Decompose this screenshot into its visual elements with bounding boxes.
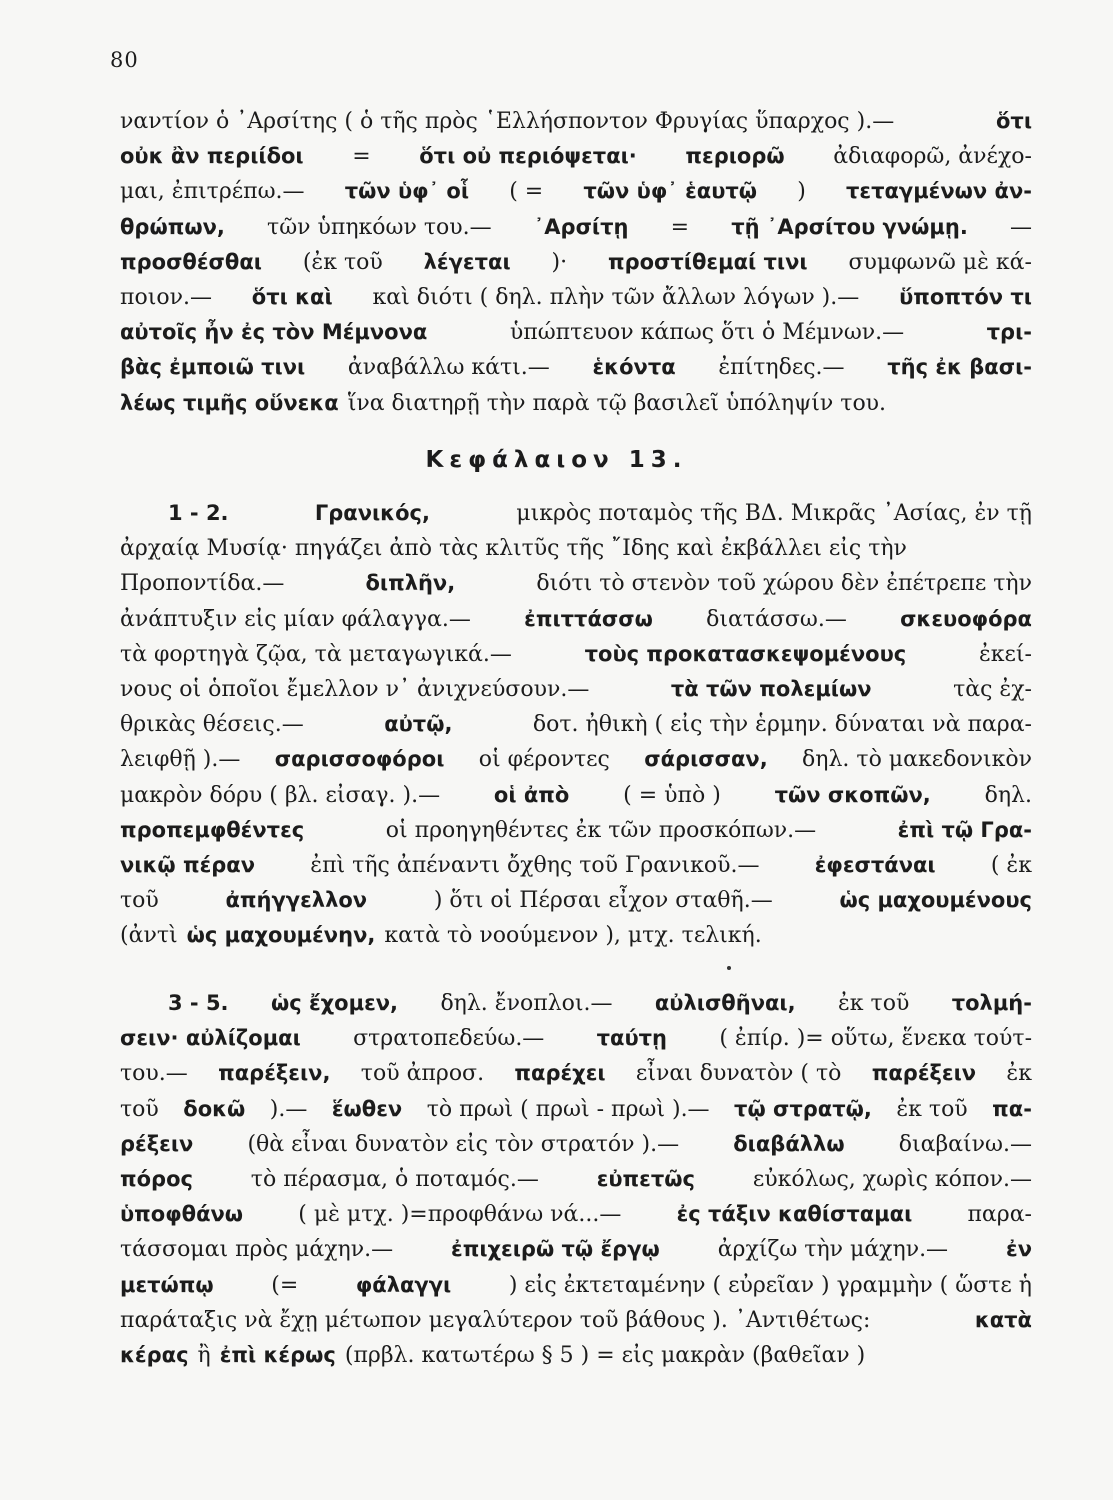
text-run: ἀρχίζω τὴν μάχην.— — [717, 1237, 949, 1263]
text-run: Προποντίδα.— — [120, 571, 285, 597]
bold-term: πα- — [992, 1096, 1032, 1121]
text-run: ἀδιαφορῶ, ἀνέχο- — [833, 144, 1032, 170]
bold-term: ταύτῃ — [596, 1026, 667, 1051]
text-run: τὰς ἐχ- — [953, 676, 1032, 702]
bold-term: ρέξειν — [120, 1131, 194, 1156]
bold-term: διαβάλλω — [733, 1131, 845, 1156]
bold-term: ἑκόντα — [592, 355, 676, 380]
text-run: τὰ φορτηγὰ ζῷα, τὰ μεταγωγικά.— — [120, 641, 512, 667]
bold-term: προπεμφθέντες — [120, 817, 305, 842]
text-run: ἐπὶ τῆς ἀπέναντι ὄχθης τοῦ Γρανικοῦ.— — [310, 852, 760, 878]
bold-term: περιορῶ — [685, 144, 785, 169]
bold-term: αὐλισθῆναι, — [654, 991, 796, 1015]
text-line — [120, 778, 1032, 813]
bold-term: ἐπιττάσσω — [524, 606, 653, 631]
text-run: = — [352, 144, 371, 170]
text-line — [120, 883, 1032, 918]
text-line — [120, 1056, 1032, 1091]
bold-term: Γρανικός, — [314, 501, 430, 525]
text-run: )· — [551, 249, 568, 275]
bold-term: τῶν ὑφ᾿ οἷ — [344, 179, 470, 204]
bold-term: ὡς ἔχομεν, — [270, 991, 399, 1015]
text-line — [120, 210, 1032, 245]
bold-term: ὅτι καὶ — [251, 284, 333, 309]
bold-term: 1 - 2. — [168, 501, 229, 525]
text-line — [120, 1197, 1032, 1232]
text-run: δηλ. — [984, 782, 1032, 808]
bold-term: τολμή- — [951, 991, 1032, 1015]
text-run: παράταξις νὰ ἔχῃ μέτωπον μεγαλύτερον τοῦ βάθους ). ᾿Αντιθέτως: — [120, 1307, 871, 1333]
bold-term: ἕωθεν — [331, 1096, 403, 1121]
paragraph-continuation — [120, 104, 1032, 421]
bold-term: διπλῆν, — [365, 571, 456, 596]
text-run: ἀνάπτυξιν εἰς μίαν φάλαγγα.— — [120, 606, 471, 632]
bold-term: σκευοφόρα — [900, 606, 1032, 631]
text-run: (πρβλ. κατωτέρω § 5 ) = εἰς μακρὰν (βαθεῖαν ) — [344, 1342, 866, 1368]
bold-term: σειν· αὐλίζομαι — [120, 1026, 301, 1051]
text-run: διαβαίνω.— — [898, 1131, 1032, 1157]
text-run: ἐκ τοῦ — [837, 991, 910, 1016]
bold-term: ὕποπτόν τι — [899, 284, 1032, 309]
bold-term: αὐτοῖς ἦν ἐς τὸν Μέμνονα — [120, 320, 428, 345]
bold-term: ἐπὶ τῷ Γρα- — [897, 817, 1032, 842]
text-line — [120, 174, 1032, 209]
text-line — [120, 1092, 1032, 1127]
text-run: κατὰ τὸ νοούμενον ), μτχ. τελική. — [384, 923, 762, 949]
text-run: στρατοπεδεύω.— — [353, 1026, 545, 1052]
bold-term: ὡς μαχουμένην, — [186, 923, 376, 948]
text-line — [120, 245, 1032, 280]
bold-term: σάρισσαν, — [644, 747, 768, 772]
bold-term: πόρος — [120, 1166, 193, 1191]
text-run: οἱ φέροντες — [478, 747, 610, 773]
text-line — [120, 496, 1032, 531]
text-run: μαι, ἐπιτρέπω.— — [120, 179, 305, 205]
text-run: (ἐκ τοῦ — [302, 249, 383, 275]
text-run: μικρὸς ποταμὸς τῆς ΒΔ. Μικρᾶς ᾿Ασίας, ἐν τῇ — [516, 501, 1032, 526]
bold-term: τοὺς προκατασκεψομένους — [584, 641, 907, 666]
text-run: τὸ πρωὶ ( πρωὶ - πρωὶ ).— — [426, 1096, 710, 1122]
text-line — [120, 707, 1032, 742]
paragraph-section-1-2 — [120, 496, 1032, 953]
text-line — [120, 813, 1032, 848]
bold-term: ὅτι — [995, 109, 1032, 133]
text-line — [120, 742, 1032, 777]
text-run: ( = ὑπὸ ) — [623, 782, 721, 808]
text-line — [120, 1268, 1032, 1303]
text-run: ἐπίτηδες.— — [718, 355, 845, 381]
text-run: (ἀντὶ — [120, 923, 178, 949]
text-run: εἶναι δυνατὸν ( τὸ — [635, 1061, 842, 1087]
text-run: ἢ — [197, 1342, 211, 1368]
text-line — [120, 1303, 1032, 1338]
text-run: ὑπώπτευον κάπως ὅτι ὁ Μέμνων.— — [509, 320, 905, 346]
text-line — [120, 531, 1032, 566]
text-run: (θὰ εἶναι δυνατὸν εἰς τὸν στρατόν ).— — [247, 1131, 680, 1157]
bold-term: ὡς μαχουμένους — [839, 888, 1032, 913]
bold-term: σαρισσοφόροι — [274, 747, 445, 772]
text-line — [120, 672, 1032, 707]
bold-term: οἱ ἀπὸ — [493, 782, 570, 807]
bold-term: αὐτῷ, — [384, 712, 453, 737]
text-run: ).— — [269, 1096, 308, 1122]
text-run: ἐκεί- — [978, 641, 1032, 667]
text-line — [120, 139, 1032, 174]
bold-term: φάλαγγι — [355, 1272, 452, 1297]
text-run: τοῦ — [120, 1096, 159, 1122]
text-line — [120, 280, 1032, 315]
bold-term: τῷ στρατῷ, — [734, 1096, 872, 1121]
text-line — [120, 602, 1032, 637]
paragraph-section-3-5 — [120, 986, 1032, 1373]
text-run: ( ἐκ — [990, 852, 1032, 878]
bold-term: θρώπων, — [120, 214, 225, 239]
bold-term: εὐπετῶς — [596, 1166, 695, 1191]
text-line — [120, 918, 1032, 953]
text-run: ἀναβάλλω κάτι.— — [347, 355, 550, 381]
text-run: οἱ προηγηθέντες ἐκ τῶν προσκόπων.— — [385, 817, 817, 843]
text-run: διότι τὸ στενὸν τοῦ χώρου δὲν ἐπέτρεπε τὴν — [536, 571, 1032, 597]
bold-term: δοκῶ — [183, 1096, 246, 1121]
text-run: μακρὸν δόρυ ( βλ. εἰσαγ. ).— — [120, 782, 441, 808]
text-line — [120, 637, 1032, 672]
bold-term: τῶν σκοπῶν, — [774, 782, 931, 807]
text-run: ἀρχαίᾳ Μυσίᾳ· πηγάζει ἀπὸ τὰς κλιτῦς τῆς ῎Ιδης καὶ ἐκβάλλει εἰς τὴν — [120, 536, 907, 562]
text-run: = — [670, 214, 690, 240]
text-line — [120, 386, 1032, 421]
bold-term: προστίθεμαί τινι — [607, 249, 808, 274]
bold-term: τρι- — [986, 320, 1032, 345]
bold-term: οὐκ ἂν περιίδοι — [120, 144, 304, 169]
bold-term: ᾿Αρσίτῃ — [533, 214, 629, 239]
text-line — [120, 1127, 1032, 1162]
text-run: ) εἰς ἐκτεταμένην ( εὐρεῖαν ) γραμμὴν ( ὥστε ἡ — [508, 1272, 1032, 1298]
bold-term: νικῷ πέραν — [120, 852, 256, 877]
text-line — [120, 1232, 1032, 1267]
bold-term: ἐφεστάναι — [814, 852, 936, 877]
bold-term: τῇ ᾿Αρσίτου γνώμῃ. — [731, 214, 968, 239]
text-run: (= — [271, 1272, 299, 1298]
bold-term: 3 - 5. — [168, 991, 229, 1015]
bold-term: προσθέσθαι — [120, 249, 262, 274]
text-run: τάσσομαι πρὸς μάχην.— — [120, 1237, 394, 1263]
text-run: συμφωνῶ μὲ κά- — [848, 249, 1032, 275]
text-line — [120, 1021, 1032, 1056]
text-line — [120, 1162, 1032, 1197]
bold-term: ἀπήγγελλον — [225, 888, 368, 913]
text-run: του.— — [120, 1061, 188, 1087]
text-run: ἐκ — [1006, 1061, 1032, 1087]
text-run: ναντίον ὁ ᾿Αρσίτης ( ὁ τῆς πρὸς ῾Ελλήσποντον Φρυγίας ὕπαρχος ).— — [120, 109, 895, 134]
bold-term: ἐπὶ κέρως — [219, 1342, 336, 1367]
bold-term: ἐπιχειρῶ τῷ ἔργῳ — [451, 1237, 660, 1262]
text-run: εὐκόλως, χωρὶς κόπον.— — [752, 1166, 1032, 1192]
text-run: ἵνα διατηρῇ τὴν παρὰ τῷ βασιλεῖ ὑπόληψίν του. — [347, 390, 887, 416]
text-run: καὶ διότι ( δηλ. πλὴν τῶν ἄλλων λόγων ).— — [372, 284, 860, 310]
text-run: δοτ. ἠθικὴ ( εἰς τὴν ἑρμην. δύναται νὰ παρα- — [532, 712, 1032, 738]
text-run: λειφθῇ ).— — [120, 747, 241, 773]
bold-term: κέρας — [120, 1342, 189, 1367]
bold-term: ἐς τάξιν καθίσταμαι — [676, 1202, 913, 1227]
text-run: δηλ. ἔνοπλοι.— — [440, 991, 613, 1016]
text-run: ποιον.— — [120, 284, 212, 310]
bold-term: λέγεται — [423, 249, 511, 274]
text-run: θρικὰς θέσεις.— — [120, 712, 304, 738]
bold-term: μετώπῳ — [120, 1272, 214, 1297]
chapter-heading: Κεφάλαιον 13. — [425, 447, 688, 473]
bold-term: παρέξειν, — [218, 1061, 331, 1086]
text-line — [120, 566, 1032, 601]
text-line — [120, 848, 1032, 883]
text-run: ) — [797, 179, 806, 205]
bold-term: κατὰ — [974, 1307, 1032, 1332]
bold-term: τὰ τῶν πολεμίων — [670, 676, 872, 701]
text-run: ἐκ τοῦ — [896, 1096, 968, 1122]
bold-term: τεταγμένων ἀν- — [845, 179, 1032, 204]
bold-term: λέως τιμῆς οὕνεκα — [120, 390, 339, 415]
text-run: τοῦ ἀπροσ. — [360, 1061, 485, 1087]
text-line — [120, 1338, 1032, 1373]
text-run: ( μὲ μτχ. )=προφθάνω νά...— — [298, 1202, 622, 1228]
text-run: τὸ πέρασμα, ὁ ποταμός.— — [250, 1166, 539, 1192]
text-line — [120, 104, 1032, 139]
bold-term: παρέξειν — [871, 1061, 977, 1086]
text-line — [120, 315, 1032, 350]
text-line — [120, 350, 1032, 385]
page-number: 80 — [110, 48, 139, 72]
bold-term: τῶν ὑφ᾿ ἑαυτῷ — [583, 179, 758, 204]
bold-term: βὰς ἐμποιῶ τινι — [120, 355, 306, 380]
bold-term: ἐν — [1006, 1237, 1032, 1262]
text-run: ( ἐπίρ. )= οὕτω, ἕνεκα τούτ- — [719, 1026, 1032, 1052]
text-run: τῶν ὑπηκόων του.— — [267, 214, 492, 240]
bold-term: ὅτι οὐ περιόψεται· — [419, 144, 637, 169]
bold-term: ὑποφθάνω — [120, 1202, 244, 1227]
text-run: διατάσσω.— — [706, 606, 847, 632]
text-run: νους οἱ ὁποῖοι ἔμελλον ν᾿ ἀνιχνεύσουν.— — [120, 676, 590, 702]
text-run: τοῦ — [120, 888, 159, 914]
text-run: παρα- — [967, 1202, 1032, 1228]
text-run: — — [1009, 214, 1032, 240]
text-run: δηλ. τὸ μακεδονικὸν — [802, 747, 1032, 773]
bold-term: τῆς ἐκ βασι- — [887, 355, 1032, 380]
text-run: ( = — [509, 179, 544, 205]
bold-term: παρέχει — [514, 1061, 606, 1086]
text-run: ) ὅτι οἱ Πέρσαι εἶχον σταθῆ.— — [433, 888, 773, 914]
text-line — [120, 986, 1032, 1021]
ink-dot — [727, 966, 731, 970]
